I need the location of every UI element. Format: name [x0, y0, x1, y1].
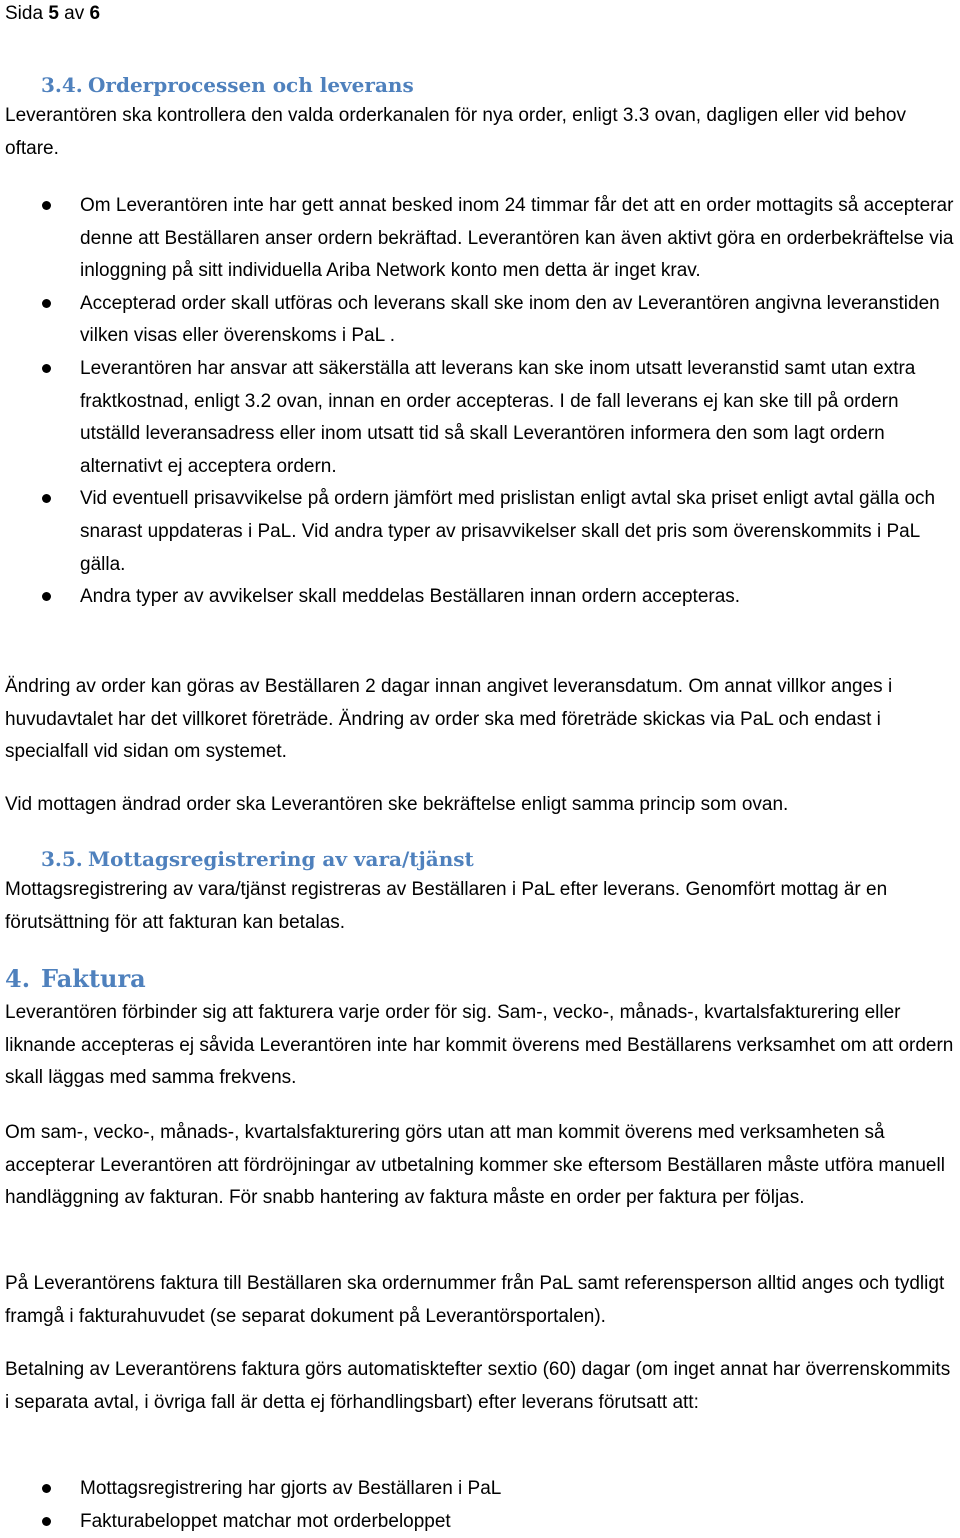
- list-item-text: Om Leverantören inte har gett annat besked inom 24 timmar får det att en order mottagits så accepterar denne att Beställaren anser ordern bekräftad. Leverantören kan även aktivt göra en orderbekräftelse via inloggning på sitt individuella Ariba Network konto men detta är inget krav.: [80, 195, 954, 282]
- list-item: [0, 1473, 958, 1506]
- list-item-text: Vid eventuell prisavvikelse på ordern jämfört med prislistan enligt avtal ska priset enligt avtal gälla och snarast uppdateras i PaL. Vid andra typer av prisavvikelser skall det pris som överenskommits i PaL gälla.: [80, 488, 936, 575]
- bullet-icon: [42, 364, 51, 373]
- list-item-text: Mottagsregistrering har gjorts av Beställaren i PaL: [80, 1478, 502, 1499]
- bullet-icon: [42, 201, 51, 210]
- bullet-icon: [42, 592, 51, 601]
- section-intro-paragraph: Leverantören ska kontrollera den valda orderkanalen för nya order, enligt 3.3 ovan, dagligen eller vid behov oftare.: [5, 105, 906, 159]
- invoice-paragraph-1: Leverantören förbinder sig att fakturera varje order för sig. Sam-, vecko-, månads-, kvartalsfakturering eller liknande accepteras ej såvida Leverantören inte har kommit överens med Beställarens verksamhet om att ordern skall läggas med samma frekvens.: [5, 1002, 954, 1089]
- section-number: 3.4.: [41, 73, 83, 97]
- list-item: [0, 483, 958, 581]
- section-title: Faktura: [41, 964, 146, 993]
- list-item: [0, 190, 958, 288]
- list-item-text: Fakturabeloppet matchar mot orderbeloppet: [80, 1510, 451, 1532]
- invoice-paragraph-4: Betalning av Leverantörens faktura görs automatisktefter sextio (60) dagar (om inget annat har överrenskommits i separata avtal, i övriga fall är detta ej förhandlingsbart) efter leverans förutsatt att:: [5, 1359, 951, 1413]
- page-mid: av: [58, 3, 90, 24]
- section-heading-3-5: [41, 846, 474, 872]
- page-total: 6: [89, 3, 101, 24]
- section-heading-3-4: [41, 72, 414, 98]
- section-title: Orderprocessen och leverans: [88, 73, 414, 97]
- section-heading-4: [5, 964, 146, 994]
- list-item-text: Andra typer av avvikelser skall meddelas Beställaren innan ordern accepteras.: [80, 586, 741, 608]
- invoice-paragraph-2: Om sam-, vecko-, månads-, kvartalsfakturering görs utan att man kommit överens med verksamheten så accepterar Leverantören att fördröjningar av utbetalning kommer ske eftersom Beställaren måste utföra manuell handläggning av fakturan. För snabb hantering av faktura måste en order per faktura per följas.: [5, 1122, 945, 1209]
- invoice-paragraph-3: På Leverantörens faktura till Beställaren ska ordernummer från PaL samt referensperson alltid anges och tydligt framgå i fakturahuvudet (se separat dokument på Leverantörsportalen).: [5, 1273, 945, 1327]
- bullet-icon: [42, 299, 51, 308]
- bullet-icon: [42, 1517, 51, 1526]
- list-item: [0, 581, 958, 614]
- order-process-bullet-list: [0, 190, 960, 614]
- payment-conditions-bullet-list: [0, 1473, 960, 1538]
- list-item-text: Leverantören har ansvar att säkerställa att leverans kan ske inom utsatt leveranstid samt utan extra fraktkostnad, enligt 3.2 ovan, innan en order accepteras. I de fall leverans ej kan ske till på ordern utställd leveransadress eller inom utsatt tid så skall Leverantören informera den som lagt ordern alternativt ej acceptera ordern.: [80, 357, 916, 477]
- receipt-registration-paragraph: Mottagsregistrering av vara/tjänst registreras av Beställaren i PaL efter leverans. Genomfört mottag är en förutsättning för att fakturan kan betalas.: [5, 879, 888, 933]
- page-prefix: Sida: [5, 3, 49, 24]
- list-item: [0, 1506, 958, 1538]
- order-change-paragraph: Ändring av order kan göras av Beställaren 2 dagar innan angivet leveransdatum. Om annat villkor anges i huvudavtalet har det villkoret företräde. Ändring av order ska med företräde skickas via PaL och endast i specialfall vid sidan om systemet.: [5, 676, 893, 763]
- bullet-icon: [42, 494, 51, 503]
- order-confirm-paragraph: Vid mottagen ändrad order ska Leverantören ske bekräftelse enligt samma princip som ovan.: [5, 794, 789, 815]
- list-item-text: Accepterad order skall utföras och leverans skall ske inom den av Leverantören angivna leveranstiden vilken visas eller överenskoms i PaL .: [80, 292, 940, 347]
- page-number: [5, 2, 100, 26]
- page-current: 5: [48, 3, 59, 24]
- section-number: 4.: [5, 964, 31, 993]
- list-item: [0, 353, 958, 483]
- section-number: 3.5.: [41, 847, 83, 871]
- list-item: [0, 288, 958, 353]
- section-title: Mottagsregistrering av vara/tjänst: [88, 847, 474, 871]
- bullet-icon: [42, 1484, 51, 1493]
